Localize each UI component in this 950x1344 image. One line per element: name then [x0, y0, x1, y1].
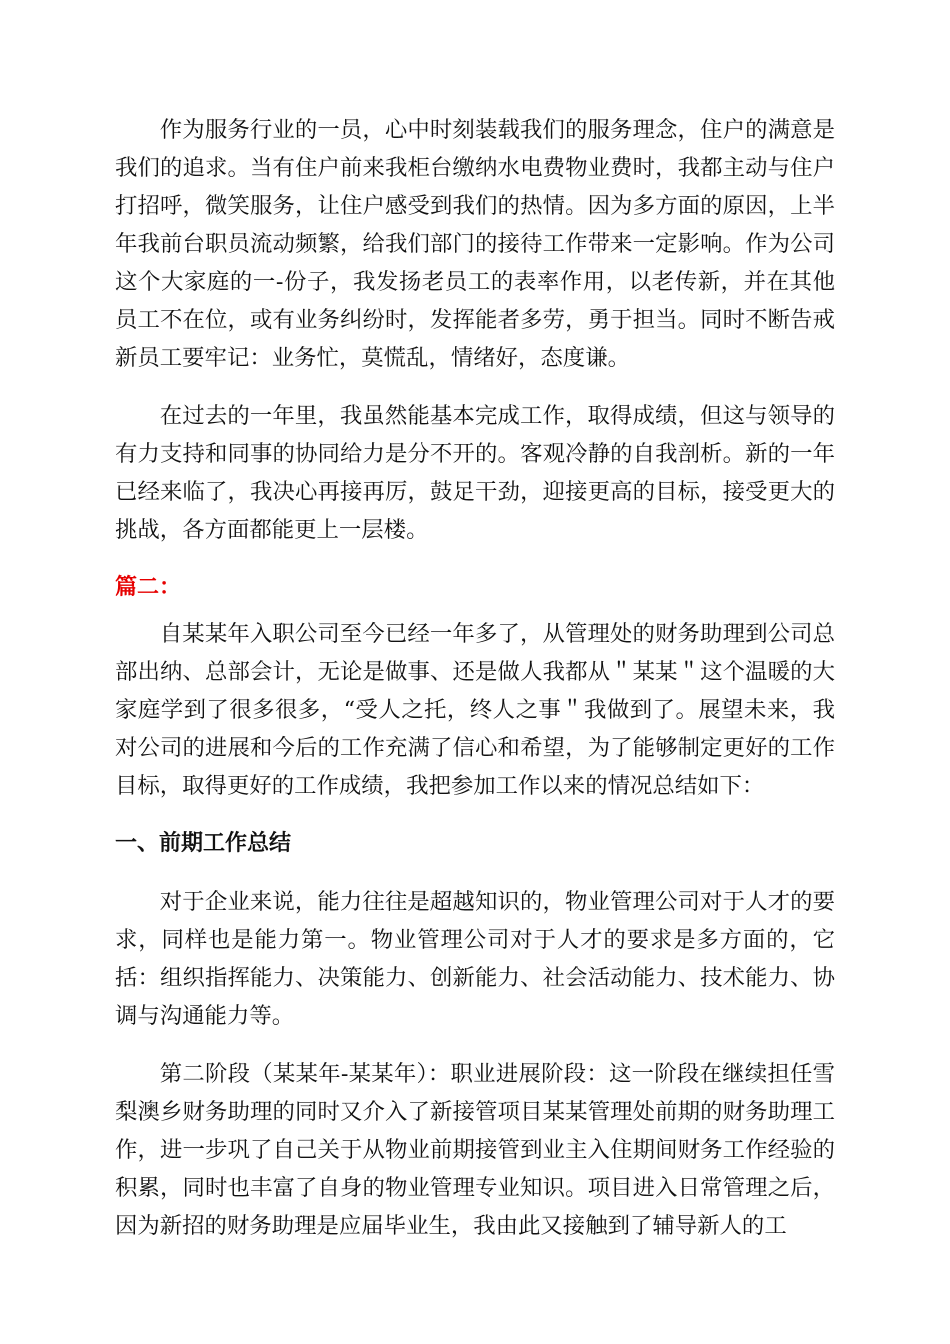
body-paragraph: 对于企业来说，能力往往是超越知识的，物业管理公司对于人才的要求，同样也是能力第一。物业管理公司对于人才的要求是多方面的，它括：组织指挥能力、决策能力、创新能力、社会活动能力、技术能力、协调与沟通能力等。: [115, 889, 835, 1029]
paragraph-spacer: [115, 1035, 835, 1055]
intro-paragraph: 自某某年入职公司至今已经一年多了，从管理处的财务助理到公司总部出纳、总部会计，无论是做事、还是做人我都从＂某某＂这个温暖的大家庭学到了很多很多，“受人之托，终人之事＂我做到了。展望未来，我对公司的进展和今后的工作充满了信心和希望，为了能够制定更好的工作目标，取得更好的工作成绩，我把参加工作以来的情况总结如下：: [115, 621, 835, 799]
paragraph-spacer: [115, 805, 835, 825]
body-paragraph: 作为服务行业的一员，心中时刻装载我们的服务理念，住户的满意是我们的追求。当有住户前来我柜台缴纳水电费物业费时，我都主动与住户打招呼，微笑服务，让住户感受到我们的热情。因为多方面的原因，上半年我前台职员流动频繁，给我们部门的接待工作带来一定影响。作为公司这个大家庭的一-份子，我发扬老员工的表率作用，以老传新，并在其他员工不在位，或有业务纠纷时，发挥能者多劳，勇于担当。同时不断告戒新员工要牢记：业务忙，莫慌乱，情绪好，态度谦。: [115, 117, 835, 371]
subheading: 一、前期工作总结: [115, 831, 292, 856]
body-paragraph: 在过去的一年里，我虽然能基本完成工作，取得成绩，但这与领导的有力支持和同事的协同给力是分不开的。客观冷静的自我剖析。新的一年已经来临了，我决心再接再厉，鼓足干劲，迎接更高的目标，接受更大的挑战，各方面都能更上一层楼。: [115, 403, 835, 543]
paragraph-spacer: [115, 377, 835, 397]
document-page: [115, 111, 835, 1245]
paragraph-spacer: [115, 607, 835, 615]
section-heading: 篇二：: [115, 575, 182, 600]
body-paragraph: 第二阶段（某某年-某某年）：职业进展阶段：这一阶段在继续担任雪梨澳乡财务助理的同时又介入了新接管项目某某管理处前期的财务助理工作，进一步巩了自己关于从物业前期接管到业主入住期间财务工作经验的积累，同时也丰富了自身的物业管理专业知识。项目进入日常管理之后，因为新招的财务助理是应届毕业生，我由此又接触到了辅导新人的工: [115, 1061, 835, 1239]
paragraph-spacer: [115, 549, 835, 569]
paragraph-spacer: [115, 863, 835, 883]
